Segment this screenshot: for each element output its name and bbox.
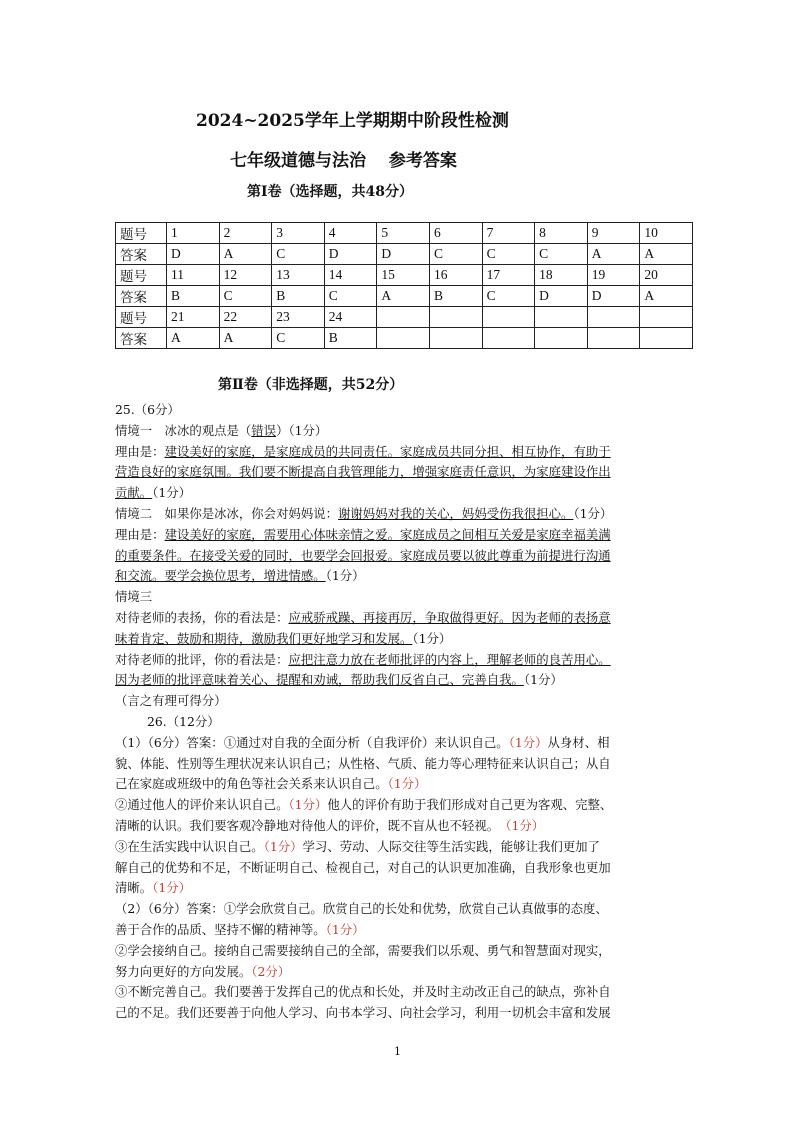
answer-cell: 6 (429, 223, 482, 244)
answer-cell (640, 307, 693, 328)
q26-part2-line4: 努力向更好的方向发展。（2分） (115, 963, 291, 979)
answer-cell (482, 307, 535, 328)
q26-part2-line3: ②学会接纳自己。接纳自己需要接纳自己的全部，需要我们以乐观、勇气和智慧面对现实， (115, 942, 611, 958)
answer-cell: 2 (219, 223, 272, 244)
answer-cell (535, 307, 588, 328)
answer-cell (429, 307, 482, 328)
q25-scene1-reason-end: 贡献。（1分） (115, 485, 192, 501)
q25-scene2-reason-end: 和交流。要学会换位思考，增进情感。（1分） (115, 568, 365, 584)
answer-cell: C (482, 244, 535, 265)
answer-table-row (116, 286, 693, 307)
q25-praise-end: 味着肯定、鼓励和期待，激励我们更好地学习和发展。（1分） (115, 630, 452, 646)
answer-cell: A (377, 286, 430, 307)
answer-cell: D (587, 286, 640, 307)
answer-cell: 3 (272, 223, 325, 244)
answer-cell: C (535, 244, 588, 265)
answer-cell (482, 328, 535, 349)
answer-cell: 23 (272, 307, 325, 328)
answer-cell: D (324, 244, 377, 265)
answer-cell: A (640, 286, 693, 307)
answer-cell: 22 (219, 307, 272, 328)
q25-note: （言之有理可得分） (115, 693, 227, 709)
answer-cell: 5 (377, 223, 430, 244)
answer-cell: 12 (219, 265, 272, 286)
answer-body (115, 400, 681, 1024)
answer-cell: 15 (377, 265, 430, 286)
answer-cell: C (429, 244, 482, 265)
answer-cell: D (167, 244, 220, 265)
answer-cell: 21 (167, 307, 220, 328)
answer-cell: 11 (167, 265, 220, 286)
q25-praise: 对待老师的表扬，你的看法是：应戒骄戒躁、再接再厉，争取做得更好。因为老师的表扬意 (115, 609, 611, 625)
answer-cell: A (219, 328, 272, 349)
q26-part2-line2: 善于合作的品质、坚持不懈的精神等。（1分） (115, 921, 365, 937)
answer-cell: A (167, 328, 220, 349)
q25-scene2: 情境二 如果你是冰冰，你会对妈妈说：谢谢妈妈对我的关心，妈妈受伤我很担心。（1分） (115, 505, 613, 521)
row-label-cell: 题号 (116, 307, 167, 328)
row-label-cell: 答案 (116, 286, 167, 307)
answer-cell: A (587, 244, 640, 265)
q26-part1-line7: 解自己的优势和不足，不断证明自己、检视自己，对自己的认识更加准确，自我形象也更加 (115, 859, 611, 875)
answer-cell: 24 (324, 307, 377, 328)
q26-part1-line8: 清晰。（1分） (115, 880, 192, 896)
q26-part2-line6: 己的不足。我们还要善于向他人学习、向书本学习、向社会学习，利用一切机会丰富和发展 (115, 1005, 611, 1021)
answer-table-row (116, 244, 693, 265)
row-label-cell: 题号 (116, 265, 167, 286)
answer-cell: C (272, 328, 325, 349)
answer-cell: D (535, 286, 588, 307)
answer-cell: 17 (482, 265, 535, 286)
answer-table-row (116, 307, 693, 328)
answer-cell (587, 307, 640, 328)
page-number: 1 (394, 1045, 401, 1058)
q25-scene2-reason: 理由是：建设美好的家庭，需要用心体味亲情之爱。家庭成员之间相互关爱是家庭幸福美满 (115, 526, 611, 542)
answer-cell: C (272, 244, 325, 265)
q25-scene1-reason: 理由是：建设美好的家庭，是家庭成员的共同责任。家庭成员共同分担、相互协作，有助于 (115, 443, 611, 459)
answer-cell (377, 328, 430, 349)
answer-cell: C (482, 286, 535, 307)
answer-cell (587, 328, 640, 349)
answer-cell: B (272, 286, 325, 307)
q25-head: 25.（6分） (115, 402, 180, 417)
answer-cell: 14 (324, 265, 377, 286)
answer-cell: A (640, 244, 693, 265)
answer-cell: 9 (587, 223, 640, 244)
answer-cell: C (324, 286, 377, 307)
answer-cell: 1 (167, 223, 220, 244)
row-label-cell: 答案 (116, 244, 167, 265)
answer-cell: B (324, 328, 377, 349)
page-title: 2024~2025学年上学期期中阶段性检测 (196, 111, 509, 131)
q25-scene3: 情境三 (115, 589, 153, 605)
q26-head: 26.（12分） (147, 713, 220, 729)
q26-part2-line1: （2）（6分）答案：①学会欣赏自己。欣赏自己的长处和优势，欣赏自己认真做事的态度、 (115, 901, 608, 917)
page-subtitle: 七年级道德与法治 参考答案 (230, 151, 457, 171)
answer-cell (429, 328, 482, 349)
answer-cell (377, 307, 430, 328)
row-label-cell: 题号 (116, 223, 167, 244)
q26-part1-line2: 貌、体能、性别等生理状况来认识自己；从性格、气质、能力等心理特征来认识自己；从自 (115, 755, 611, 771)
answer-table-row (116, 223, 693, 244)
q25-criticism: 对待老师的批评，你的看法是：应把注意力放在老师批评的内容上，理解老师的良苦用心。 (115, 651, 611, 667)
answer-cell: 4 (324, 223, 377, 244)
q26-part2-line5: ③不断完善自己。我们要善于发挥自己的优点和长处，并及时主动改正自己的缺点，弥补自 (115, 984, 611, 1000)
row-label-cell: 答案 (116, 328, 167, 349)
section-1-heading: 第Ⅰ卷（选择题，共48分） (247, 184, 414, 200)
q25-scene1: 情境一 冰冰的观点是（错误）（1分） (115, 422, 328, 438)
answer-cell (640, 328, 693, 349)
answer-cell: 20 (640, 265, 693, 286)
answer-cell: 16 (429, 265, 482, 286)
answer-cell: B (429, 286, 482, 307)
answer-cell: 18 (535, 265, 588, 286)
answer-cell: 19 (587, 265, 640, 286)
answer-cell (535, 328, 588, 349)
answer-cell: 7 (482, 223, 535, 244)
answer-cell: B (167, 286, 220, 307)
answer-cell: 13 (272, 265, 325, 286)
q26-part1-line6: ③在生活实践中认识自己。（1分）学习、劳动、人际交往等生活实践，能够让我们更加了 (115, 838, 600, 854)
q25-criticism-end: 因为老师的批评意味着关心、提醒和劝诫，帮助我们反省自己、完善自我。（1分） (115, 672, 563, 688)
q26-part1-line4: ②通过他人的评价来认识自己。（1分）他人的评价有助于我们形成对自己更为客观、完整、 (115, 797, 613, 813)
q26-part1-line1: （1）（6分）答案：①通过对自我的全面分析（自我评价）来认识自己。（1分）从身材、相 (115, 734, 610, 750)
answer-table (115, 222, 693, 349)
answer-cell: C (219, 286, 272, 307)
answer-cell: 8 (535, 223, 588, 244)
answer-cell: 10 (640, 223, 693, 244)
section-2-heading: 第Ⅱ卷（非选择题，共52分） (218, 377, 404, 393)
answer-table-row (116, 265, 693, 286)
answer-cell: A (219, 244, 272, 265)
q25-scene1-reason-line: 营造良好的家庭氛围。我们要不断提高自我管理能力，增强家庭责任意识，为家庭建设作出 (115, 464, 611, 480)
answer-cell: D (377, 244, 430, 265)
q25-scene2-reason-line: 的重要条件。在接受关爱的同时，也要学会回报爱。家庭成员要以彼此尊重为前提进行沟通 (115, 547, 611, 563)
q26-part1-line5: 清晰的认识。我们要客观冷静地对待他人的评价，既不盲从也不轻视。 （1分） (115, 817, 545, 833)
answer-table-row (116, 328, 693, 349)
q26-part1-line3: 己在家庭或班级中的角色等社会关系来认识自己。（1分） (115, 776, 427, 792)
